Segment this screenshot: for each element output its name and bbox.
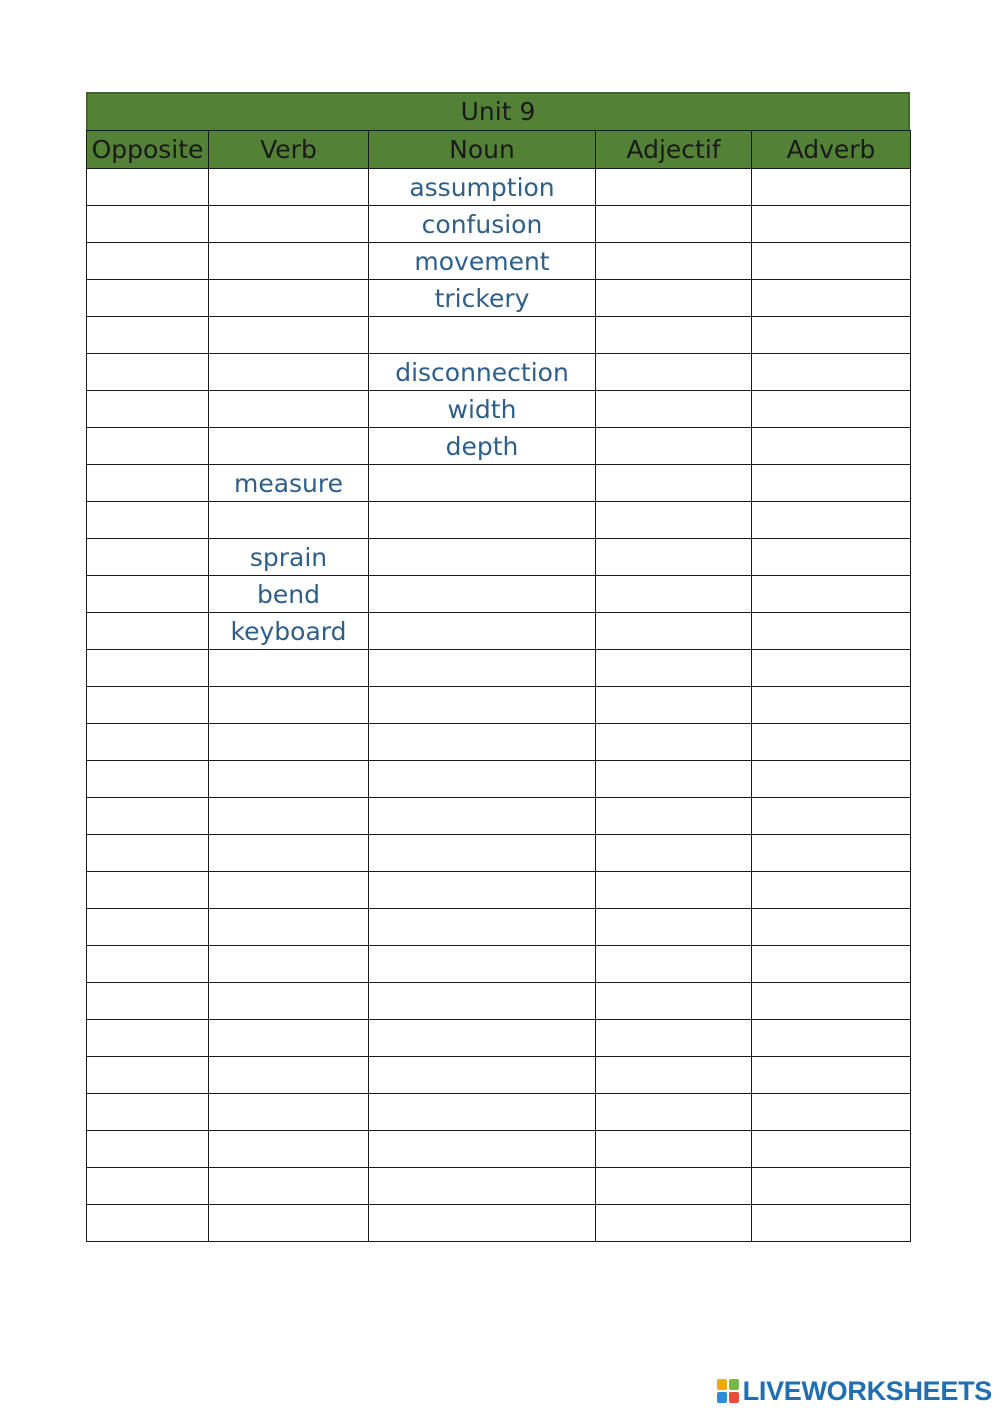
cell-noun[interactable] [369, 1168, 596, 1205]
table-row [87, 1020, 911, 1057]
column-header-noun: Noun [369, 131, 596, 169]
cell-opposite[interactable] [87, 280, 209, 317]
cell-opposite[interactable] [87, 1131, 209, 1168]
logo-tile [729, 1392, 739, 1403]
cell-adverb[interactable] [752, 391, 911, 428]
cell-verb[interactable] [209, 1094, 369, 1131]
table-row [87, 206, 911, 243]
cell-adjectif[interactable] [596, 206, 752, 243]
cell-opposite[interactable] [87, 798, 209, 835]
cell-adjectif[interactable] [596, 539, 752, 576]
table-row [87, 724, 911, 761]
cell-opposite[interactable] [87, 206, 209, 243]
worksheet-title: Unit 9 [86, 92, 910, 130]
cell-adverb[interactable] [752, 1020, 911, 1057]
column-header-adverb: Adverb [752, 131, 911, 169]
cell-verb[interactable]: measure [209, 465, 369, 502]
cell-opposite[interactable] [87, 650, 209, 687]
table-row [87, 798, 911, 835]
logo-text: LIVEWORKSHEETS [742, 1375, 992, 1406]
cell-adjectif[interactable] [596, 576, 752, 613]
cell-noun[interactable] [369, 872, 596, 909]
cell-adjectif[interactable] [596, 613, 752, 650]
cell-adverb[interactable] [752, 909, 911, 946]
cell-verb[interactable] [209, 243, 369, 280]
table-row [87, 983, 911, 1020]
cell-opposite[interactable] [87, 835, 209, 872]
table-body [87, 169, 911, 1242]
cell-adjectif[interactable] [596, 465, 752, 502]
cell-noun[interactable] [369, 687, 596, 724]
cell-verb[interactable]: sprain [209, 539, 369, 576]
cell-opposite[interactable] [87, 761, 209, 798]
cell-verb[interactable] [209, 502, 369, 539]
cell-opposite[interactable] [87, 243, 209, 280]
cell-verb[interactable] [209, 428, 369, 465]
column-header-verb: Verb [209, 131, 369, 169]
cell-adjectif[interactable] [596, 687, 752, 724]
cell-adverb[interactable] [752, 1131, 911, 1168]
column-header-adjectif: Adjectif [596, 131, 752, 169]
cell-verb[interactable] [209, 872, 369, 909]
cell-verb[interactable] [209, 206, 369, 243]
cell-adjectif[interactable] [596, 761, 752, 798]
cell-noun[interactable] [369, 835, 596, 872]
table-row [87, 1205, 911, 1242]
table-row [87, 243, 911, 280]
cell-adverb[interactable] [752, 428, 911, 465]
cell-adjectif[interactable] [596, 1168, 752, 1205]
cell-adjectif[interactable] [596, 243, 752, 280]
cell-adverb[interactable] [752, 946, 911, 983]
cell-opposite[interactable] [87, 428, 209, 465]
cell-noun[interactable] [369, 761, 596, 798]
table-row [87, 946, 911, 983]
cell-opposite[interactable] [87, 1094, 209, 1131]
cell-noun[interactable] [369, 724, 596, 761]
cell-noun[interactable] [369, 1020, 596, 1057]
table-row [87, 1057, 911, 1094]
cell-verb[interactable] [209, 354, 369, 391]
cell-opposite[interactable] [87, 687, 209, 724]
cell-noun[interactable]: depth [369, 428, 596, 465]
cell-adverb[interactable] [752, 502, 911, 539]
cell-adjectif[interactable] [596, 946, 752, 983]
table-row [87, 465, 911, 502]
cell-opposite[interactable] [87, 317, 209, 354]
cell-noun[interactable] [369, 539, 596, 576]
word-forms-table [86, 130, 911, 1242]
cell-opposite[interactable] [87, 613, 209, 650]
cell-verb[interactable] [209, 650, 369, 687]
table-row [87, 317, 911, 354]
cell-verb[interactable] [209, 1057, 369, 1094]
table-row [87, 650, 911, 687]
cell-adverb[interactable] [752, 206, 911, 243]
cell-noun[interactable]: movement [369, 243, 596, 280]
cell-noun[interactable] [369, 946, 596, 983]
cell-opposite[interactable] [87, 539, 209, 576]
table-row [87, 835, 911, 872]
cell-adjectif[interactable] [596, 317, 752, 354]
cell-verb[interactable] [209, 169, 369, 206]
cell-verb[interactable] [209, 983, 369, 1020]
cell-verb[interactable] [209, 761, 369, 798]
cell-opposite[interactable] [87, 502, 209, 539]
cell-adjectif[interactable] [596, 1131, 752, 1168]
table-row [87, 539, 911, 576]
header-row [87, 131, 911, 169]
cell-adverb[interactable] [752, 576, 911, 613]
cell-verb[interactable] [209, 724, 369, 761]
cell-adverb[interactable] [752, 243, 911, 280]
table-row [87, 280, 911, 317]
cell-verb[interactable]: bend [209, 576, 369, 613]
table-row [87, 909, 911, 946]
cell-noun[interactable] [369, 502, 596, 539]
cell-adverb[interactable] [752, 724, 911, 761]
cell-adverb[interactable] [752, 687, 911, 724]
cell-noun[interactable] [369, 798, 596, 835]
cell-adverb[interactable] [752, 835, 911, 872]
cell-adverb[interactable] [752, 1094, 911, 1131]
logo-tile [717, 1392, 727, 1403]
table-row [87, 502, 911, 539]
cell-adverb[interactable] [752, 169, 911, 206]
cell-adjectif[interactable] [596, 1205, 752, 1242]
cell-adverb[interactable] [752, 317, 911, 354]
cell-adjectif[interactable] [596, 354, 752, 391]
cell-adjectif[interactable] [596, 391, 752, 428]
cell-adjectif[interactable] [596, 909, 752, 946]
cell-noun[interactable] [369, 1205, 596, 1242]
cell-noun[interactable] [369, 650, 596, 687]
logo-tile [717, 1379, 727, 1390]
logo-tile [729, 1379, 739, 1390]
cell-verb[interactable] [209, 798, 369, 835]
cell-noun[interactable] [369, 1094, 596, 1131]
cell-adverb[interactable] [752, 354, 911, 391]
cell-adverb[interactable] [752, 465, 911, 502]
cell-verb[interactable] [209, 1168, 369, 1205]
cell-verb[interactable] [209, 835, 369, 872]
cell-verb[interactable] [209, 280, 369, 317]
cell-adjectif[interactable] [596, 724, 752, 761]
cell-adverb[interactable] [752, 1168, 911, 1205]
cell-adverb[interactable] [752, 613, 911, 650]
cell-noun[interactable] [369, 576, 596, 613]
cell-adverb[interactable] [752, 1057, 911, 1094]
table-row [87, 761, 911, 798]
cell-adjectif[interactable] [596, 1094, 752, 1131]
column-header-opposite: Opposite [87, 131, 209, 169]
cell-noun[interactable] [369, 1057, 596, 1094]
table-row [87, 613, 911, 650]
liveworksheets-logo [717, 1377, 992, 1405]
cell-opposite[interactable] [87, 354, 209, 391]
cell-opposite[interactable] [87, 576, 209, 613]
cell-verb[interactable] [209, 391, 369, 428]
cell-opposite[interactable] [87, 724, 209, 761]
table-row [87, 428, 911, 465]
table-row [87, 1094, 911, 1131]
cell-adverb[interactable] [752, 872, 911, 909]
table-row [87, 391, 911, 428]
cell-adverb[interactable] [752, 798, 911, 835]
cell-noun[interactable]: disconnection [369, 354, 596, 391]
cell-opposite[interactable] [87, 1168, 209, 1205]
cell-opposite[interactable] [87, 983, 209, 1020]
cell-verb[interactable] [209, 1020, 369, 1057]
cell-adverb[interactable] [752, 761, 911, 798]
cell-opposite[interactable] [87, 946, 209, 983]
cell-adjectif[interactable] [596, 983, 752, 1020]
cell-verb[interactable]: keyboard [209, 613, 369, 650]
table-row [87, 169, 911, 206]
cell-noun[interactable]: trickery [369, 280, 596, 317]
cell-adverb[interactable] [752, 280, 911, 317]
cell-adverb[interactable] [752, 983, 911, 1020]
table-row [87, 354, 911, 391]
cell-adjectif[interactable] [596, 798, 752, 835]
table-row [87, 1168, 911, 1205]
cell-adjectif[interactable] [596, 280, 752, 317]
cell-noun[interactable]: assumption [369, 169, 596, 206]
cell-opposite[interactable] [87, 169, 209, 206]
cell-opposite[interactable] [87, 1205, 209, 1242]
cell-adverb[interactable] [752, 539, 911, 576]
cell-noun[interactable]: confusion [369, 206, 596, 243]
cell-adjectif[interactable] [596, 1020, 752, 1057]
cell-opposite[interactable] [87, 391, 209, 428]
table-row [87, 1131, 911, 1168]
cell-adjectif[interactable] [596, 1057, 752, 1094]
table-row [87, 872, 911, 909]
table-row [87, 687, 911, 724]
vocabulary-worksheet [86, 92, 910, 1242]
cell-adjectif[interactable] [596, 650, 752, 687]
cell-opposite[interactable] [87, 872, 209, 909]
cell-noun[interactable] [369, 317, 596, 354]
cell-verb[interactable] [209, 687, 369, 724]
cell-adverb[interactable] [752, 650, 911, 687]
cell-opposite[interactable] [87, 465, 209, 502]
cell-noun[interactable]: width [369, 391, 596, 428]
cell-adjectif[interactable] [596, 502, 752, 539]
cell-adjectif[interactable] [596, 428, 752, 465]
cell-verb[interactable] [209, 1205, 369, 1242]
logo-mark-icon [717, 1379, 739, 1403]
cell-noun[interactable] [369, 613, 596, 650]
cell-opposite[interactable] [87, 1020, 209, 1057]
cell-verb[interactable] [209, 317, 369, 354]
cell-adjectif[interactable] [596, 835, 752, 872]
cell-noun[interactable] [369, 983, 596, 1020]
cell-opposite[interactable] [87, 909, 209, 946]
cell-adjectif[interactable] [596, 169, 752, 206]
cell-adjectif[interactable] [596, 872, 752, 909]
cell-noun[interactable] [369, 909, 596, 946]
table-row [87, 576, 911, 613]
cell-noun[interactable] [369, 465, 596, 502]
cell-opposite[interactable] [87, 1057, 209, 1094]
cell-verb[interactable] [209, 1131, 369, 1168]
cell-noun[interactable] [369, 1131, 596, 1168]
cell-adverb[interactable] [752, 1205, 911, 1242]
cell-verb[interactable] [209, 909, 369, 946]
cell-verb[interactable] [209, 946, 369, 983]
